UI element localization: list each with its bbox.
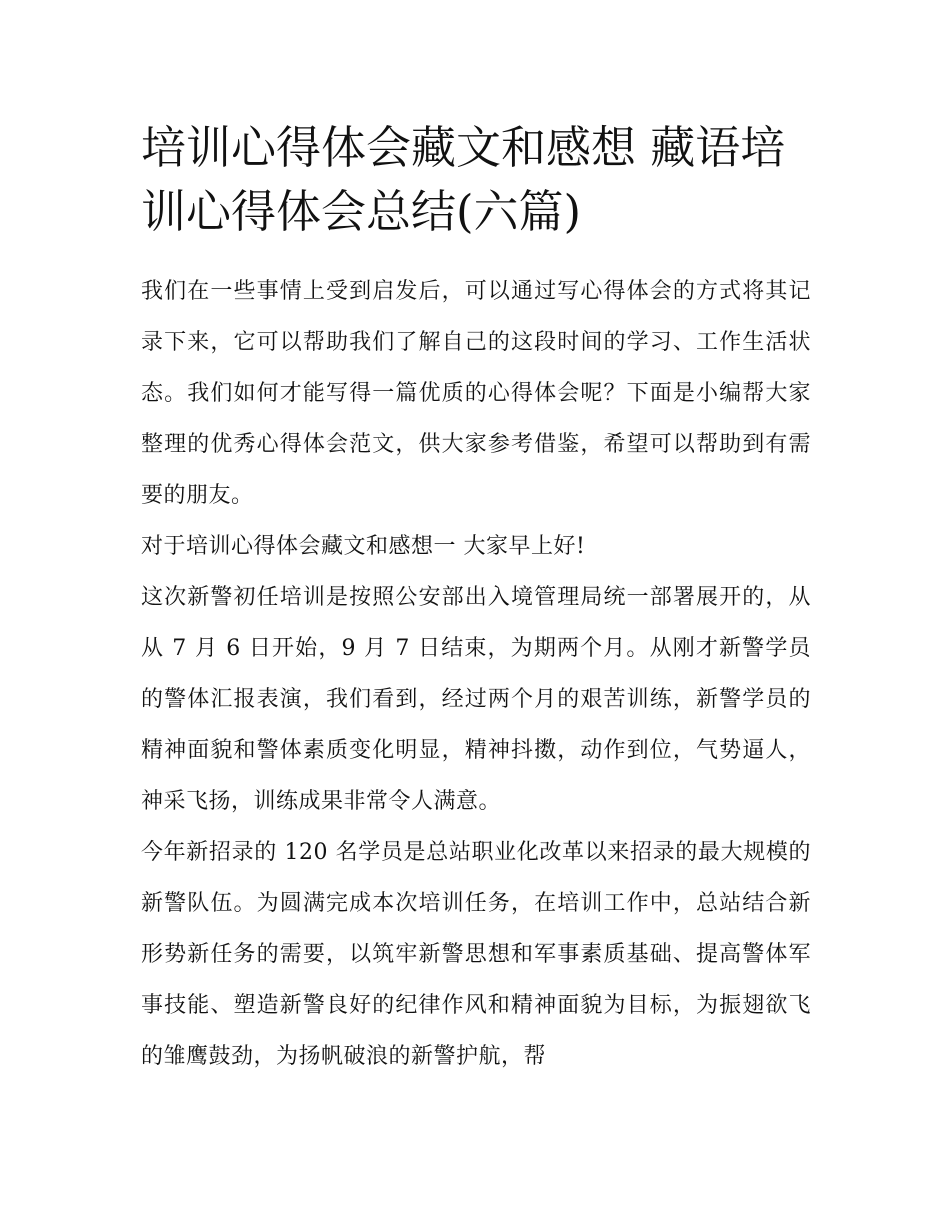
document-body: [141, 116, 811, 1082]
document-title: 培训心得体会藏文和感想 藏语培训心得体会总结(六篇): [141, 121, 786, 238]
paragraph-training-overview: 这次新警初任培训是按照公安部出入境管理局统一部署展开的，从从 7 月 6 日开始，9 月 7 日结束，为期两个月。从刚才新警学员的警体汇报表演，我们看到，经过两个月的艰苦训练，新警学员的精神面貌和警体素质变化明显，精神抖擞，动作到位，气势逼人，神采飞扬，训练成果非常令人满意。: [141, 585, 811, 814]
paragraph-recruits: 今年新招录的 120 名学员是总站职业化改革以来招录的最大规模的新警队伍。为圆满完成本次培训任务，在培训工作中，总站结合新形势新任务的需要，以筑牢新警思想和军事素质基础、提高警体军事技能、塑造新警良好的纪律作风和精神面貌为目标，为振翅欲飞的雏鹰鼓劲，为扬帆破浪的新警护航，帮: [141, 840, 811, 1069]
paragraph-greeting: 对于培训心得体会藏文和感想一 大家早上好!: [141, 534, 586, 559]
paragraph-intro: 我们在一些事情上受到启发后，可以通过写心得体会的方式将其记录下来，它可以帮助我们了解自己的这段时间的学习、工作生活状态。我们如何才能写得一篇优质的心得体会呢？下面是小编帮大家整理的优秀心得体会范文，供大家参考借鉴，希望可以帮助到有需要的朋友。: [141, 279, 811, 508]
